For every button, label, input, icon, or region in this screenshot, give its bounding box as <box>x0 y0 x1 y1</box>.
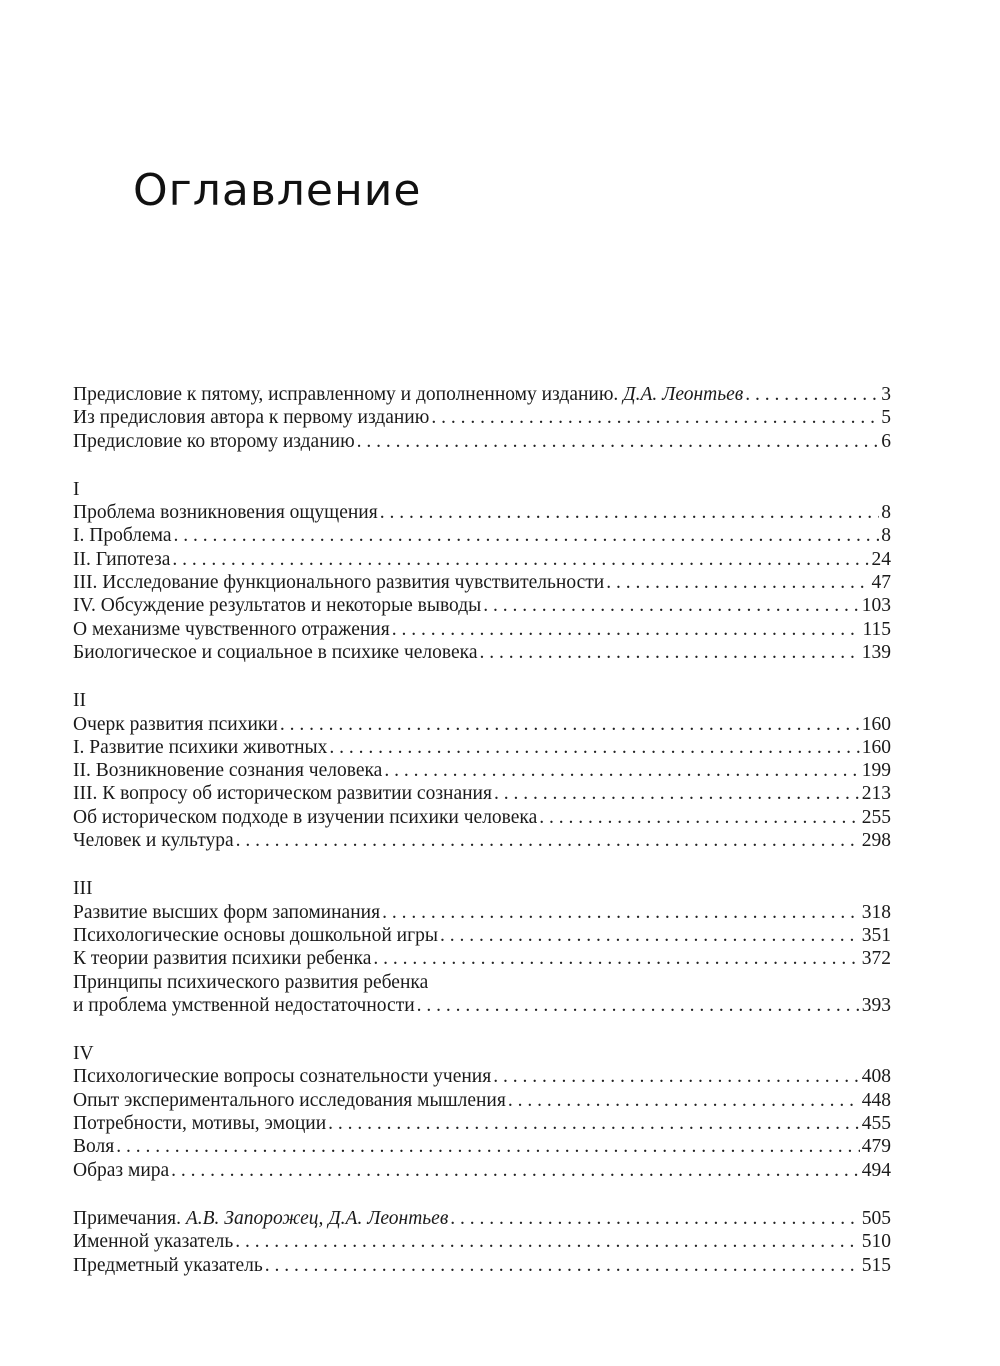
dot-leader <box>440 924 860 947</box>
toc-entry-multiline[interactable] <box>73 971 891 1018</box>
dot-leader <box>171 1159 860 1182</box>
toc-entry[interactable] <box>73 924 891 947</box>
toc-entry-title: I. Проблема <box>73 525 172 547</box>
toc-entry-title: Развитие высших форм запоминания <box>73 901 381 923</box>
dot-leader <box>384 759 859 782</box>
part-numeral: II <box>73 690 86 712</box>
dot-leader <box>328 1112 860 1135</box>
toc-entry-title: Проблема возникновения ощущения <box>73 502 378 524</box>
toc-entry[interactable] <box>73 1230 891 1253</box>
dot-leader <box>236 829 860 852</box>
toc-entry-title: Воля <box>73 1136 115 1158</box>
toc-page-number: 24 <box>871 548 891 570</box>
toc-entry[interactable] <box>73 594 891 617</box>
toc-part-3 <box>73 877 891 1017</box>
toc-entry[interactable] <box>73 383 891 406</box>
toc-page-number: 6 <box>881 430 891 452</box>
toc-entry[interactable] <box>73 1254 891 1277</box>
dot-leader <box>431 406 879 429</box>
toc-entry-title: Именной указатель <box>73 1231 234 1253</box>
dot-leader <box>380 501 880 524</box>
dot-leader <box>483 594 860 617</box>
toc-entry-title: II. Гипотеза <box>73 548 171 570</box>
toc-entry-title: Опыт экспериментального исследования мышления <box>73 1089 506 1111</box>
toc-entry[interactable] <box>73 430 891 453</box>
toc-page-number: 160 <box>861 713 891 735</box>
toc-entry-author: Д.А. Леонтьев <box>623 384 744 405</box>
dot-leader <box>172 548 869 571</box>
dot-leader <box>382 901 860 924</box>
toc-entry-title: Биологическое и социальное в психике человека <box>73 641 478 663</box>
toc-page-number: 318 <box>861 901 891 923</box>
toc-page-number: 8 <box>881 525 891 547</box>
dot-leader <box>116 1135 860 1158</box>
toc-page-number: 3 <box>881 384 891 405</box>
dot-leader <box>450 1207 859 1230</box>
toc-entry[interactable] <box>73 1207 891 1230</box>
toc-page-number: 494 <box>861 1159 891 1181</box>
toc-entry-title: III. Исследование функционального развития чувствительности <box>73 572 605 594</box>
toc-page-number: 372 <box>861 948 891 970</box>
toc-entry-title: Человек и культура <box>73 830 234 852</box>
toc-page-number: 298 <box>861 830 891 852</box>
toc-part-1 <box>73 478 891 664</box>
toc-entry[interactable] <box>73 571 891 594</box>
part-numeral: I <box>73 478 80 500</box>
toc-appendix <box>73 1207 891 1277</box>
toc-page-number: 393 <box>861 994 891 1016</box>
toc-page-number: 455 <box>861 1113 891 1135</box>
dot-leader <box>479 641 859 664</box>
toc-entry[interactable] <box>73 759 891 782</box>
toc-entry-title: Предисловие к пятому, исправленному и дополненному изданию. <box>73 384 624 405</box>
toc-page-number: 351 <box>861 924 891 946</box>
toc-entry[interactable] <box>73 782 891 805</box>
part-numeral: III <box>73 878 93 900</box>
toc-entry-title: Предисловие ко второму изданию <box>73 430 355 452</box>
toc-entry-title: Из предисловия автора к первому изданию <box>73 407 430 429</box>
dot-leader <box>357 430 880 453</box>
dot-leader <box>174 524 880 547</box>
toc-page-number: 199 <box>861 760 891 782</box>
dot-leader <box>417 994 860 1017</box>
toc-page-number: 139 <box>861 641 891 663</box>
toc-entry[interactable] <box>73 501 891 524</box>
dot-leader <box>508 1089 860 1112</box>
toc-entry[interactable] <box>73 1065 891 1088</box>
toc-entry-title: О механизме чувственного отражения <box>73 618 390 640</box>
dot-leader <box>373 947 859 970</box>
toc-entry[interactable] <box>73 1112 891 1135</box>
toc-entry[interactable] <box>73 901 891 924</box>
toc-entry-title-line1: Принципы психического развития ребенка <box>73 971 429 993</box>
toc-page-number: 103 <box>861 595 891 617</box>
toc-entry-title: Психологические основы дошкольной игры <box>73 924 438 946</box>
toc-entry[interactable] <box>73 806 891 829</box>
dot-leader <box>606 571 869 594</box>
toc-entry[interactable] <box>73 524 891 547</box>
toc-part-4 <box>73 1042 891 1182</box>
dot-leader <box>745 383 879 406</box>
toc-entry-title: Примечания. <box>73 1207 186 1229</box>
toc-page-number: 5 <box>881 407 891 429</box>
dot-leader <box>494 782 860 805</box>
toc-entry[interactable] <box>73 406 891 429</box>
toc-page-number: 448 <box>861 1089 891 1111</box>
page-title: Оглавление <box>133 165 422 216</box>
toc-page-number: 8 <box>881 502 891 524</box>
dot-leader <box>280 713 860 736</box>
dot-leader <box>392 618 861 641</box>
toc-page-number: 515 <box>861 1254 891 1276</box>
toc-page-number: 479 <box>861 1136 891 1158</box>
toc-entry-title-line2: и проблема умственной недостаточности <box>73 994 415 1016</box>
toc-entry[interactable] <box>73 641 891 664</box>
part-numeral: IV <box>73 1043 94 1065</box>
toc-page-number: 510 <box>861 1231 891 1253</box>
dot-leader <box>235 1230 860 1253</box>
toc-entry-title: Предметный указатель <box>73 1254 263 1276</box>
toc-entry[interactable] <box>73 829 891 852</box>
toc-entry[interactable] <box>73 1135 891 1158</box>
toc-entry-title: Образ мира <box>73 1159 170 1181</box>
toc-entry-title: Психологические вопросы сознательности учения <box>73 1066 492 1088</box>
toc-entry-title: IV. Обсуждение результатов и некоторые выводы <box>73 595 482 617</box>
toc-page-number: 47 <box>871 572 891 594</box>
toc-page-number: 160 <box>861 736 891 758</box>
toc-entry[interactable] <box>73 713 891 736</box>
toc-entry-title: К теории развития психики ребенка <box>73 948 372 970</box>
toc-entry[interactable] <box>73 618 891 641</box>
toc-entry-title: Потребности, мотивы, эмоции <box>73 1113 327 1135</box>
toc-entry-author: А.В. Запорожец, Д.А. Леонтьев <box>185 1207 449 1229</box>
dot-leader <box>265 1254 860 1277</box>
toc-entry-title: II. Возникновение сознания человека <box>73 760 383 782</box>
toc-entry-title: Очерк развития психики <box>73 713 278 735</box>
toc-page-number: 408 <box>861 1066 891 1088</box>
toc-page-number: 505 <box>861 1207 891 1229</box>
dot-leader <box>329 736 859 759</box>
toc-part-2 <box>73 689 891 852</box>
toc-entry-title: Об историческом подходе в изучении психики человека <box>73 806 538 828</box>
toc-page-number: 115 <box>862 618 891 640</box>
toc-page-number: 213 <box>861 783 891 805</box>
dot-leader <box>493 1065 860 1088</box>
toc-entry-title: I. Развитие психики животных <box>73 736 328 758</box>
toc-entry[interactable] <box>73 1089 891 1112</box>
dot-leader <box>539 806 859 829</box>
table-of-contents <box>73 383 891 1277</box>
toc-entry[interactable] <box>73 548 891 571</box>
toc-entry-title: III. К вопросу об историческом развитии сознания <box>73 783 492 805</box>
toc-entry[interactable] <box>73 947 891 970</box>
toc-entry[interactable] <box>73 1159 891 1182</box>
toc-page-number: 255 <box>861 806 891 828</box>
toc-entry[interactable] <box>73 736 891 759</box>
